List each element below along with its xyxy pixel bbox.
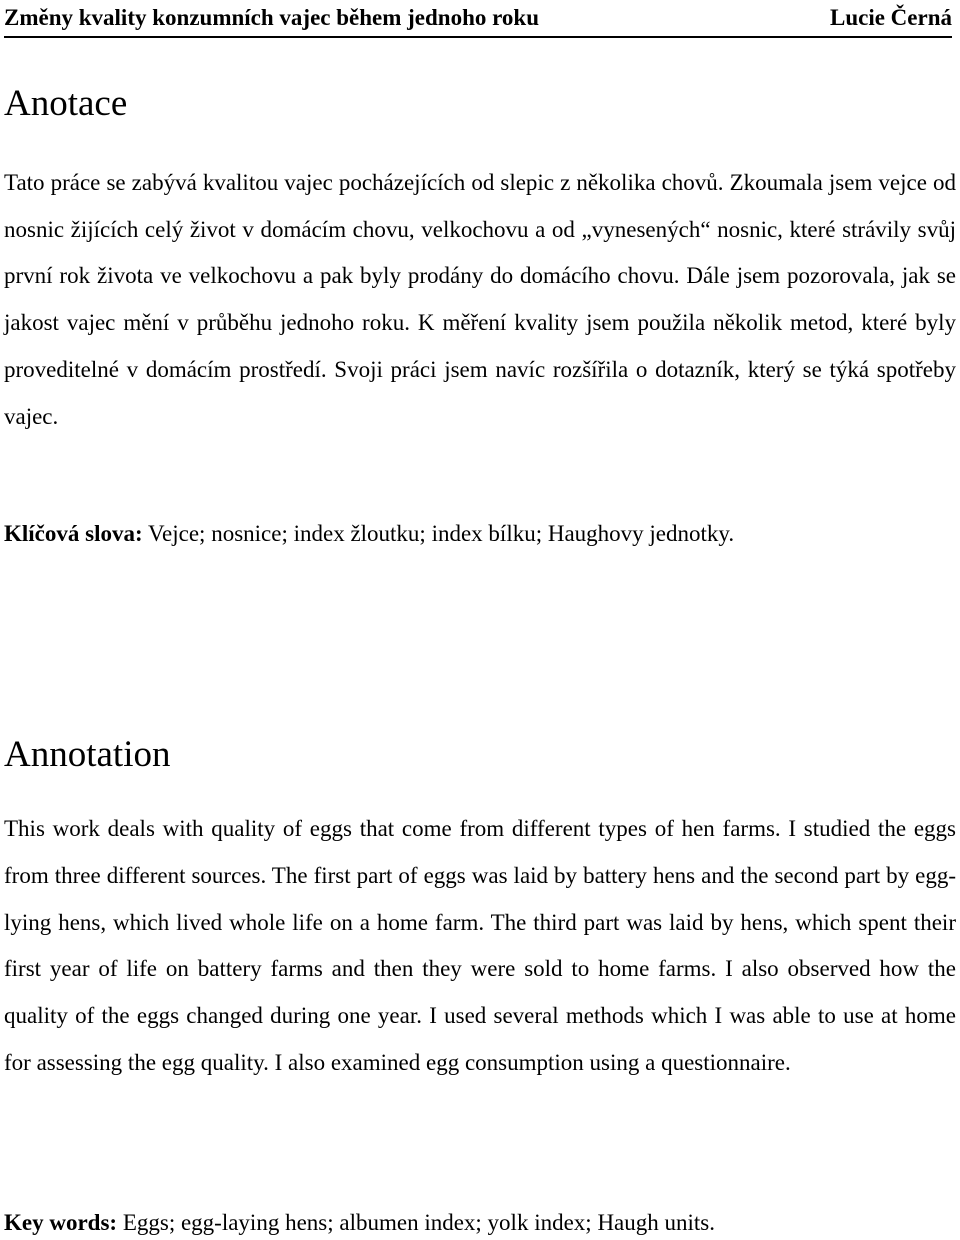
english-keywords-list: Eggs; egg-laying hens; albumen index; yolk index; Haugh units. bbox=[122, 1210, 715, 1235]
english-keywords bbox=[4, 1208, 956, 1238]
english-keywords-label: Key words: bbox=[4, 1210, 118, 1235]
czech-annotation-text: Tato práce se zabývá kvalitou vajec pocházejících od slepic z několika chovů. Zkoumala jsem vejce od nosnic žijících celý život v domácím chovu, velkochovu a od „vynesených“ nosnic, které strávily svůj první rok života ve velkochovu a pak byly prodány do domácího chovu. Dále jsem pozorovala, jak se jakost vajec mění v průběhu jednoho roku. K měření kvality jsem použila několik metod, které byly proveditelné v domácím prostředí. Svoji práci jsem navíc rozšířila o dotazník, který se týká spotřeby vajec. bbox=[4, 170, 956, 429]
header-title: Změny kvality konzumních vajec během jednoho roku bbox=[4, 5, 540, 30]
english-annotation-text: This work deals with quality of eggs that come from different types of hen farms. I studied the eggs from three different sources. The first part of eggs was laid by battery hens and the second part by egg-lying hens, which lived whole life on a home farm. The third part was laid by hens, which spent their first year of life on battery farms and then they were sold to home farms. I also observed how the quality of the eggs changed during one year. I used several methods which I was able to use at home for assessing the egg quality. I also examined egg consumption using a questionnaire. bbox=[4, 816, 956, 1075]
czech-keywords-list: Vejce; nosnice; index žloutku; index bílku; Haughovy jednotky. bbox=[147, 521, 735, 546]
czech-annotation-heading: Anotace bbox=[4, 83, 128, 124]
czech-keywords-label: Klíčová slova: bbox=[4, 521, 143, 546]
running-header bbox=[4, 4, 952, 38]
header-author: Lucie Černá bbox=[829, 5, 952, 30]
czech-keywords bbox=[4, 519, 956, 549]
english-annotation-heading: Annotation bbox=[4, 734, 171, 775]
